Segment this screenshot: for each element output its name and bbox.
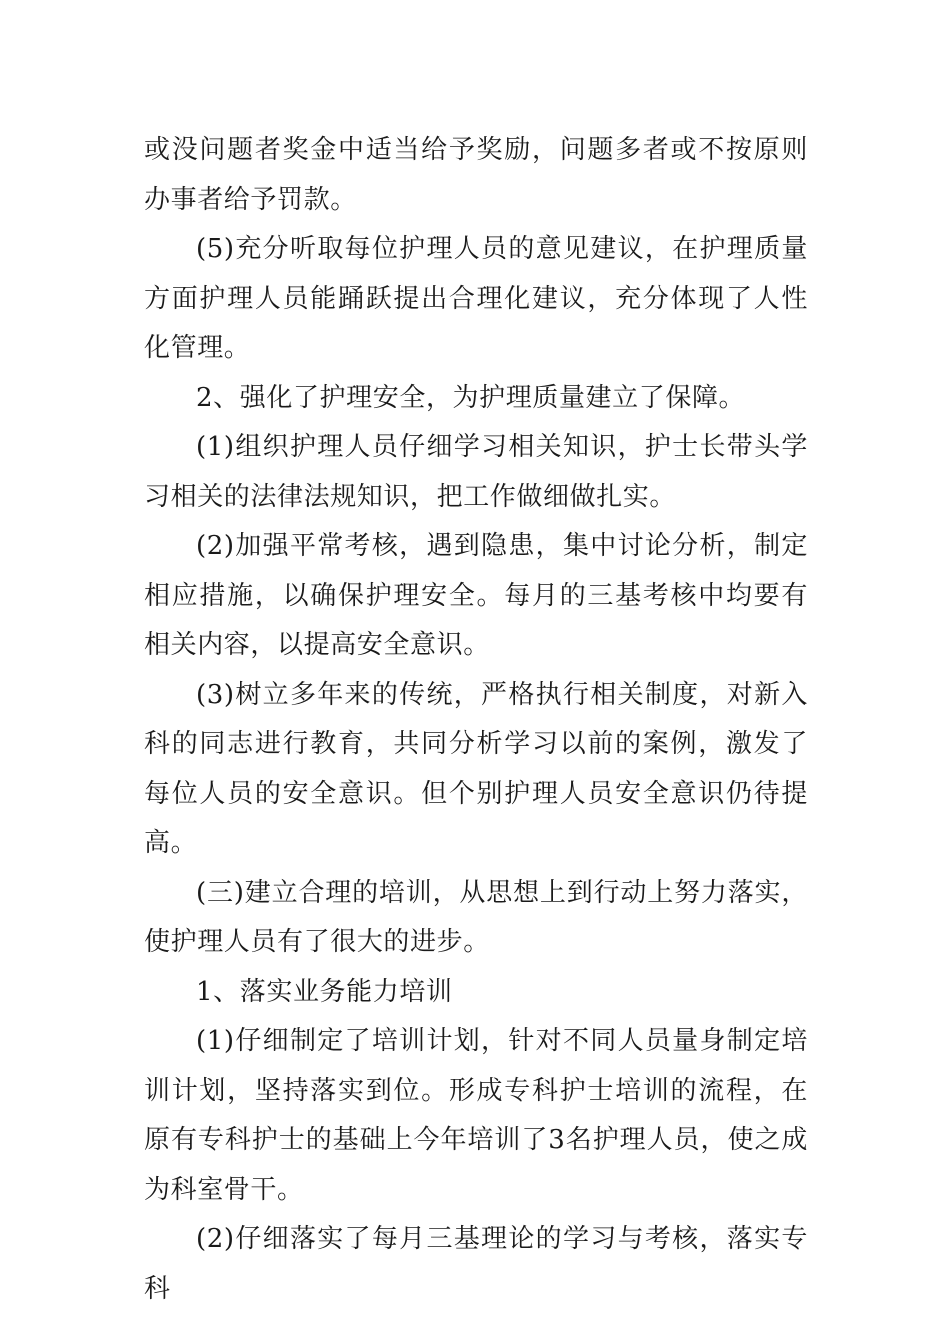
- paragraph-5: (2)加强平常考核，遇到隐患，集中讨论分析，制定相应措施，以确保护理安全。每月的三基考核中均要有相关内容，以提高安全意识。: [144, 531, 808, 660]
- paragraph-2: (5)充分听取每位护理人员的意见建议，在护理质量方面护理人员能踊跃提出合理化建议，充分体现了人性化管理。: [144, 234, 808, 363]
- paragraph-10: (2)仔细落实了每月三基理论的学习与考核，落实专科: [144, 1224, 808, 1304]
- paragraph-3: 2、强化了护理安全，为护理质量建立了保障。: [196, 382, 746, 413]
- paragraph-7: (三)建立合理的培训，从思想上到行动上努力落实，使护理人员有了很大的进步。: [144, 877, 808, 957]
- paragraph-1: 或没问题者奖金中适当给予奖励，问题多者或不按原则办事者给予罚款。: [144, 135, 808, 215]
- paragraph-4: (1)组织护理人员仔细学习相关知识，护士长带头学习相关的法律法规知识，把工作做细做扎实。: [144, 432, 808, 512]
- paragraph-6: (3)树立多年来的传统，严格执行相关制度，对新入科的同志进行教育，共同分析学习以前的案例，激发了每位人员的安全意识。但个别护理人员安全意识仍待提高。: [144, 679, 808, 858]
- paragraph-9: (1)仔细制定了培训计划，针对不同人员量身制定培训计划，坚持落实到位。形成专科护士培训的流程，在原有专科护士的基础上今年培训了3名护理人员，使之成为科室骨干。: [144, 1026, 808, 1205]
- paragraph-8: 1、落实业务能力培训: [196, 976, 453, 1007]
- document-body: [144, 126, 808, 1314]
